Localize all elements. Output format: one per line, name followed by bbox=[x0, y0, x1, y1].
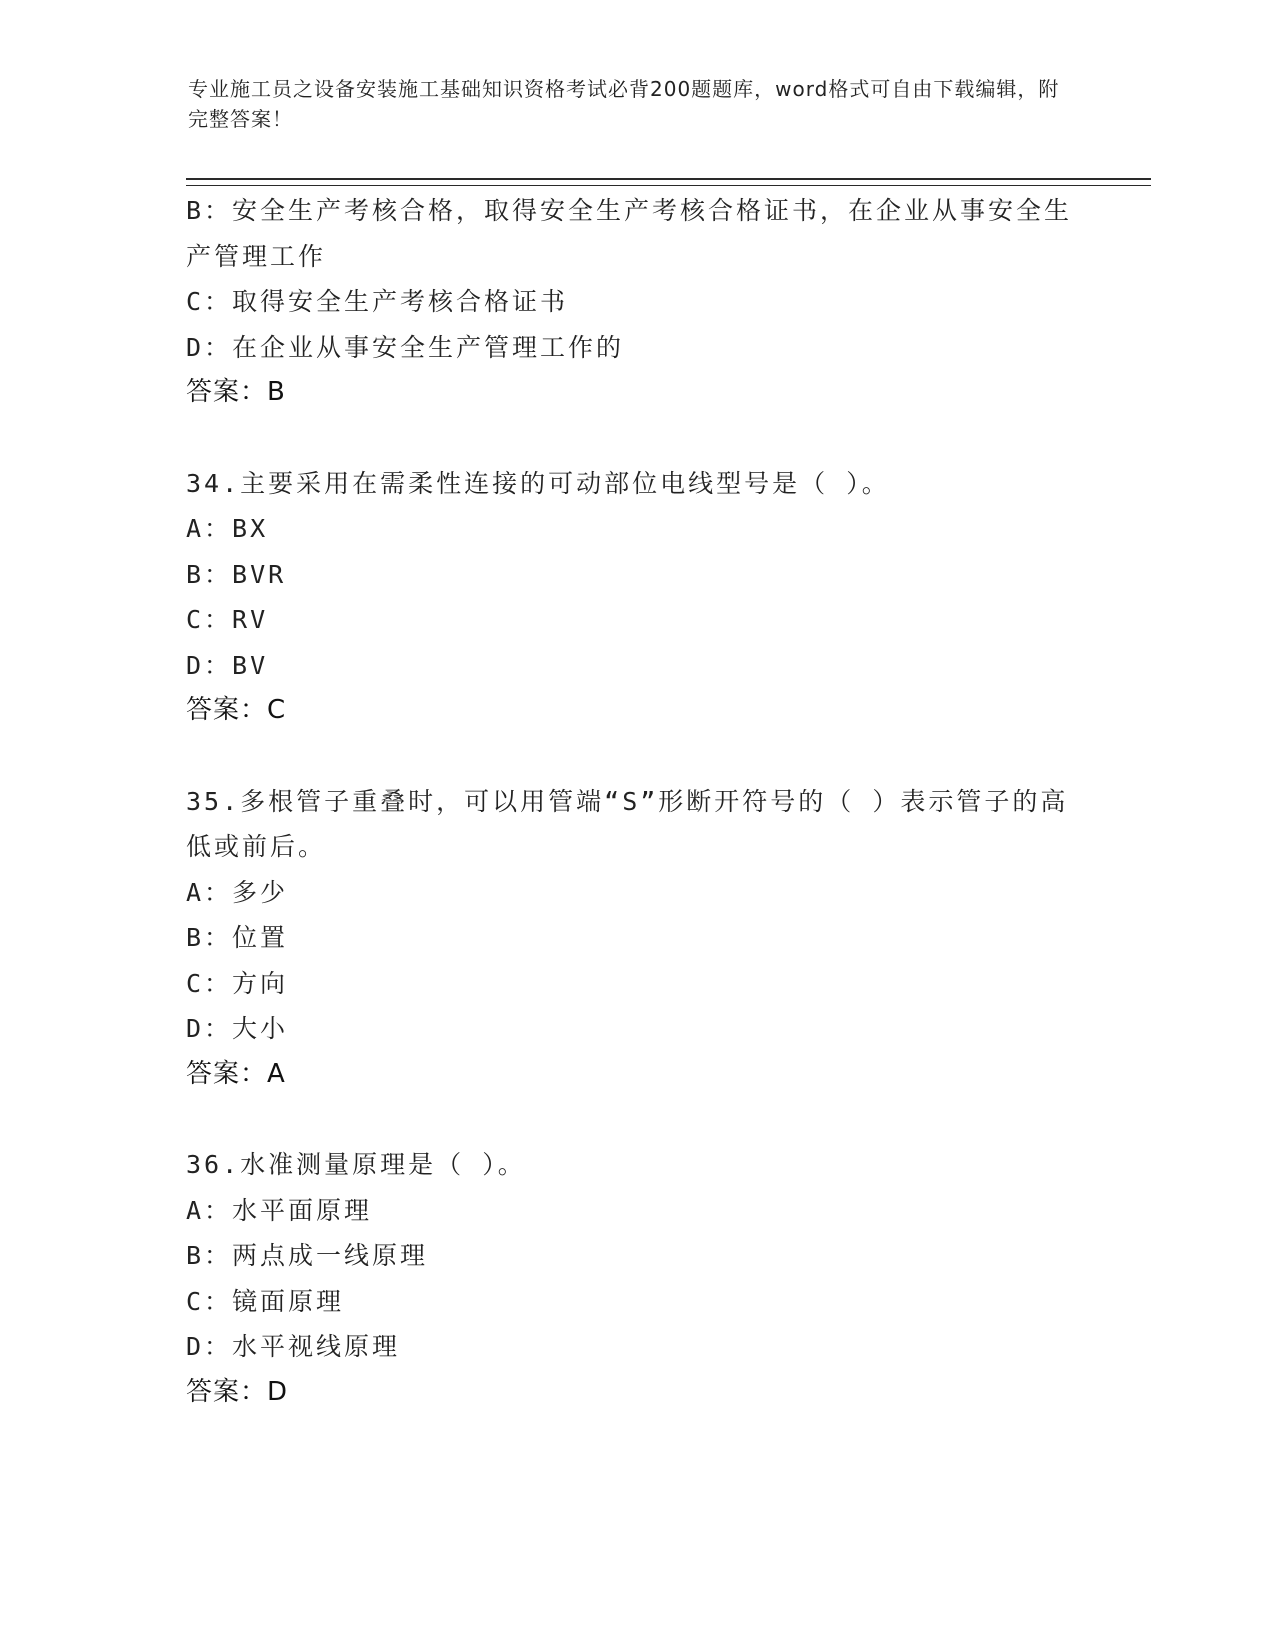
answer-value: B bbox=[267, 377, 286, 407]
answer-line bbox=[186, 1370, 1086, 1416]
question-35 bbox=[186, 779, 1086, 1098]
question-stem: 34.主要采用在需柔性连接的可动部位电线型号是（ ）。 bbox=[186, 468, 890, 498]
option-b: B：BVR bbox=[186, 559, 287, 589]
option-d: D：大小 bbox=[186, 1014, 289, 1043]
answer-value: C bbox=[267, 695, 287, 725]
option-c: C：取得安全生产考核合格证书 bbox=[186, 287, 569, 316]
question-36 bbox=[186, 1142, 1086, 1415]
question-stem: 35.多根管子重叠时，可以用管端“S”形断开符号的（ ）表示管子的高低或前后。 bbox=[186, 786, 1069, 861]
option-d: D：BV bbox=[186, 650, 269, 680]
header-divider bbox=[186, 178, 1151, 186]
answer-value: D bbox=[267, 1376, 289, 1407]
answer-line bbox=[186, 1052, 1086, 1098]
carryover-question bbox=[186, 188, 1086, 416]
option-c: C：方向 bbox=[186, 968, 289, 998]
option-c: C：镜面原理 bbox=[186, 1286, 345, 1316]
question-34 bbox=[186, 461, 1086, 734]
option-b: B：两点成一线原理 bbox=[186, 1241, 429, 1270]
document-body bbox=[186, 188, 1086, 1415]
answer-line bbox=[186, 688, 1086, 734]
option-d: D：水平视线原理 bbox=[186, 1332, 401, 1361]
answer-label: 答案： bbox=[186, 1058, 268, 1089]
option-b: B：位置 bbox=[186, 923, 289, 952]
option-b: B：安全生产考核合格，取得安全生产考核合格证书，在企业从事安全生产管理工作 bbox=[186, 196, 1073, 271]
option-d: D：在企业从事安全生产管理工作的 bbox=[186, 332, 625, 362]
question-stem: 36.水准测量原理是（ ）。 bbox=[186, 1150, 526, 1179]
option-a: A：BX bbox=[186, 514, 269, 543]
option-c: C：RV bbox=[186, 605, 269, 634]
option-a: A：水平面原理 bbox=[186, 1195, 373, 1225]
answer-label: 答案： bbox=[186, 695, 268, 725]
page-header: 专业施工员之设备安装施工基础知识资格考试必背200题题库，word格式可自由下载编辑，附完整答案！ bbox=[188, 77, 1060, 131]
answer-label: 答案： bbox=[186, 1376, 268, 1407]
answer-label: 答案： bbox=[186, 377, 268, 407]
answer-line bbox=[186, 370, 1086, 416]
answer-value: A bbox=[267, 1058, 286, 1089]
option-a: A：多少 bbox=[186, 877, 289, 907]
